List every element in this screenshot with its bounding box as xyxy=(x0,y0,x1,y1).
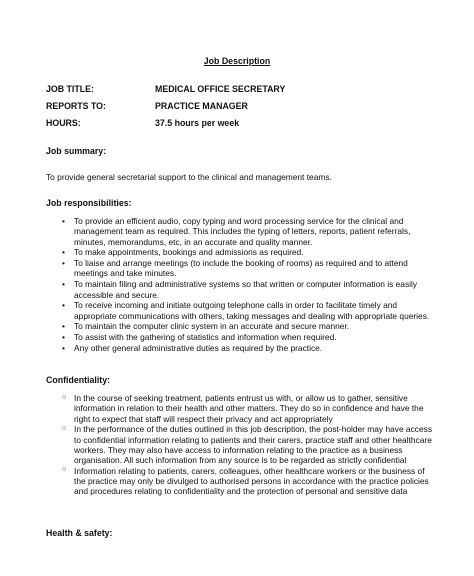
list-item: • To provide an efficient audio, copy typing and word processing service for the clinical and management team as required. This includes the typing of letters, reports, patient referrals, minutes, memorandums, etc, in an accurate and quality manner. xyxy=(62,216,432,247)
job-title-label: JOB TITLE: xyxy=(46,84,94,94)
list-item: ○ In the performance of the duties outlined in this job description, the post-holder may have access to confidential information relating to patients and their carers, practice staff and other healthcare workers. They may also have access to information relating to the practice as a business organisation. All such information from any source is to be regarded as strictly confidential xyxy=(62,424,432,465)
reports-to-label: REPORTS TO: xyxy=(46,101,106,111)
hours-value: 37.5 hours per week xyxy=(155,118,240,128)
list-item: • To make appointments, bookings and admissions as required. xyxy=(62,247,432,257)
confidentiality-list xyxy=(62,393,432,497)
hours-label: HOURS: xyxy=(46,118,81,128)
job-summary-heading: Job summary: xyxy=(46,146,107,156)
list-item: • To receive incoming and initiate outgoing telephone calls in order to facilitate timely and appropriate communications with others, taking messages and dealing with appropriate queries. xyxy=(62,300,432,321)
job-responsibilities-heading: Job responsibilities: xyxy=(46,198,132,208)
responsibilities-list xyxy=(62,216,432,354)
reports-to-value: PRACTICE MANAGER xyxy=(155,101,248,111)
job-summary-text: To provide general secretarial support to the clinical and management teams. xyxy=(46,172,332,182)
list-item: • To liaise and arrange meetings (to include the booking of rooms) as required and to attend meetings and take minutes. xyxy=(62,258,432,279)
document-title: Job Description xyxy=(203,56,271,66)
job-title-value: MEDICAL OFFICE SECRETARY xyxy=(155,84,286,94)
list-item: • To assist with the gathering of statistics and information when required. xyxy=(62,332,432,342)
list-item: ○ In the course of seeking treatment, patients entrust us with, or allow us to gather, sensitive information in relation to their health and other matters. They do so in confidence and have the right to expect that staff will respect their privacy and act appropriately xyxy=(62,393,432,424)
health-safety-heading: Health & safety: xyxy=(46,528,113,538)
list-item: • To maintain filing and administrative systems so that written or computer information is easily accessible and secure. xyxy=(62,279,432,300)
list-item: • Any other general administrative duties as required by the practice. xyxy=(62,343,432,353)
list-item: • To maintain the computer clinic system in an accurate and secure manner. xyxy=(62,321,432,331)
confidentiality-heading: Confidentiality: xyxy=(46,375,111,385)
list-item: ○ Information relating to patients, carers, colleagues, other healthcare workers or the business of the practice may only be divulged to authorised persons in accordance with the practice policies and procedures relating to confidentiality and the protection of personal and sensitive data xyxy=(62,466,432,497)
